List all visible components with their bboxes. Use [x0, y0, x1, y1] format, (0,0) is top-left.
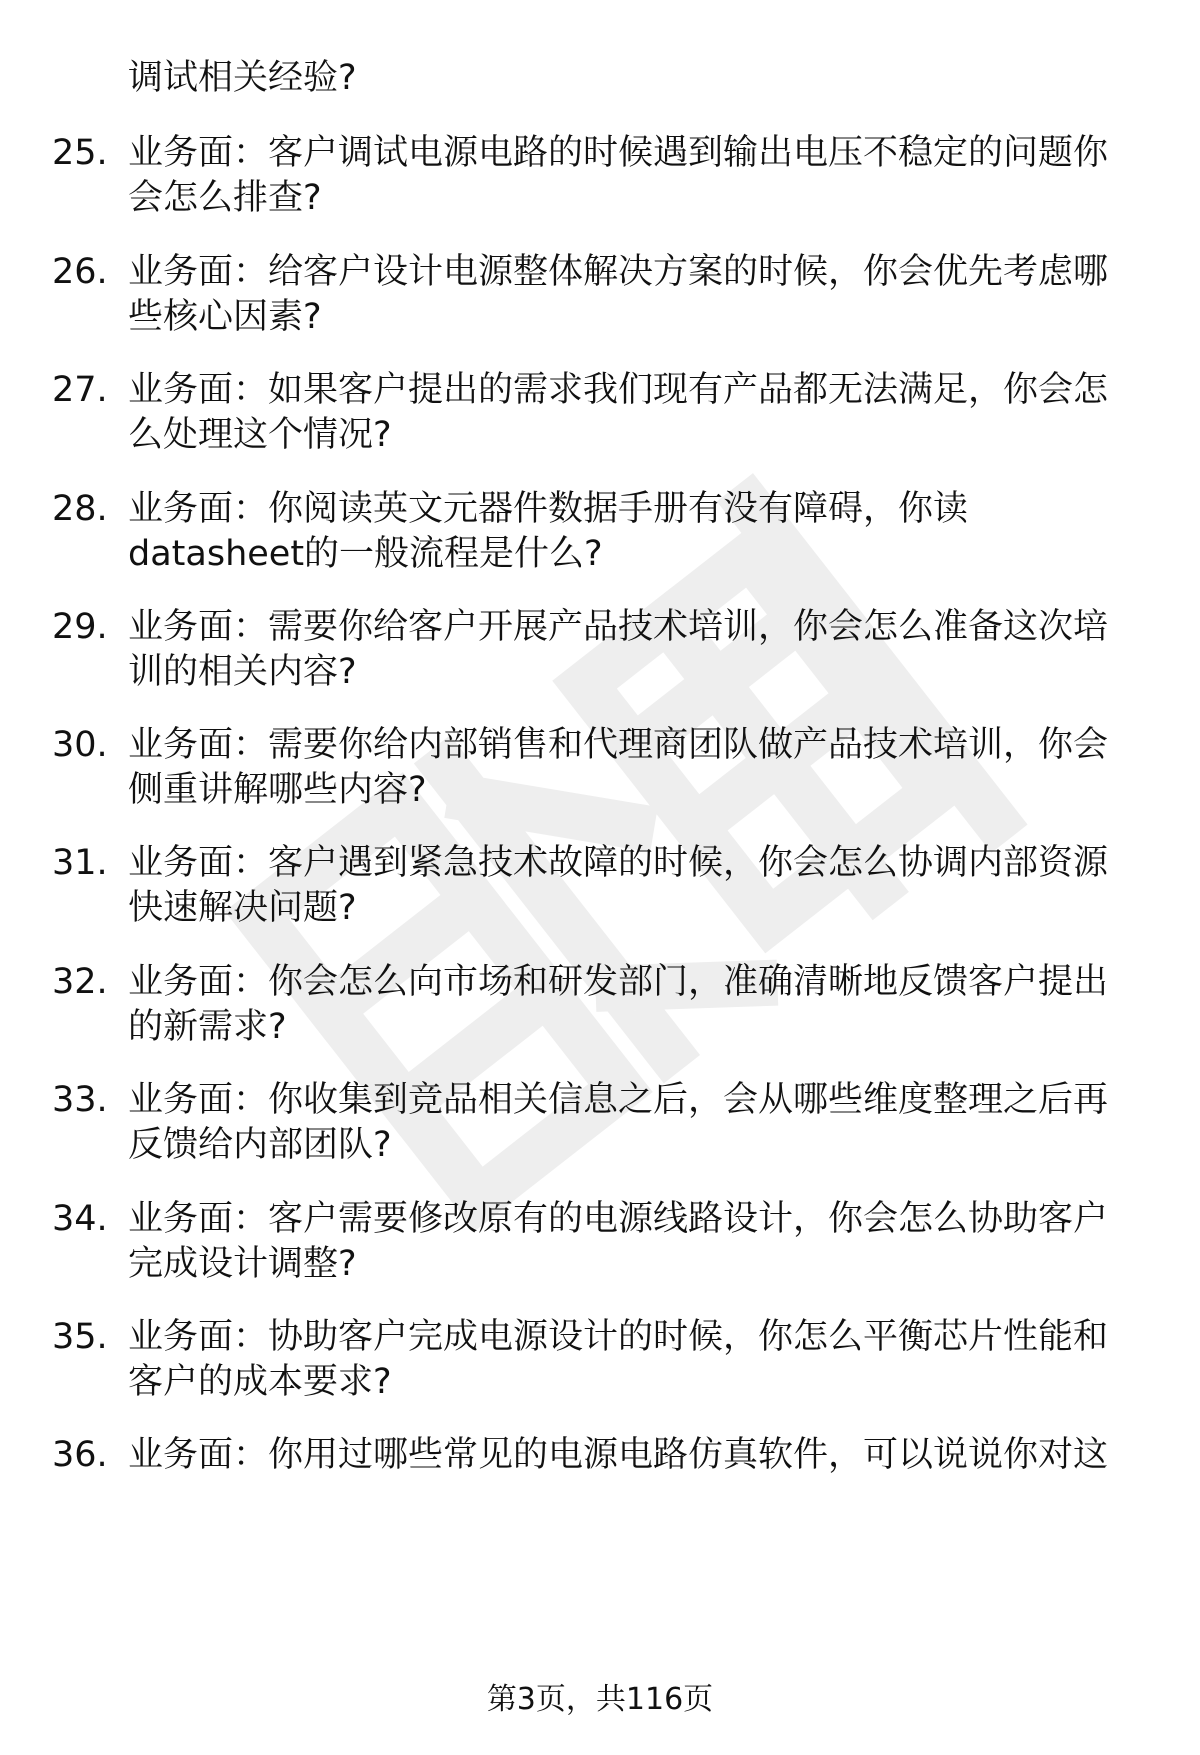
- question-text-line2: 的新需求?: [128, 1007, 287, 1047]
- page-footer: 第3页，共116页: [486, 1682, 714, 1717]
- question-number: 35.: [52, 1317, 108, 1357]
- question-text-line2: 反馈给内部团队?: [128, 1125, 392, 1165]
- question-text-line1: 业务面：客户需要修改原有的电源线路设计，你会怎么协助客户: [128, 1199, 1109, 1239]
- question-text-line2: 完成设计调整?: [128, 1244, 357, 1284]
- question-text-line1: 业务面：你会怎么向市场和研发部门，准确清晰地反馈客户提出: [128, 962, 1109, 1002]
- question-text-line2: 客户的成本要求?: [128, 1362, 392, 1402]
- question-number: 26.: [52, 252, 108, 292]
- question-text-line2: 训的相关内容?: [128, 652, 357, 692]
- question-number: 32.: [52, 962, 108, 1002]
- question-text-line1: 业务面：需要你给内部销售和代理商团队做产品技术培训，你会: [128, 725, 1109, 765]
- question-number: 27.: [52, 370, 108, 410]
- question-number: 34.: [52, 1199, 108, 1239]
- continuation-text: 调试相关经验?: [128, 58, 357, 98]
- question-text-line2: 侧重讲解哪些内容?: [128, 770, 427, 810]
- question-text-line1: 业务面：如果客户提出的需求我们现有产品都无法满足，你会怎: [128, 370, 1109, 410]
- question-text-line1: 业务面：需要你给客户开展产品技术培训，你会怎么准备这次培: [128, 607, 1109, 647]
- question-number: 28.: [52, 489, 108, 529]
- question-text-line2: 快速解决问题?: [128, 888, 357, 928]
- question-text-line2: 会怎么排查?: [128, 178, 322, 218]
- question-number: 33.: [52, 1080, 108, 1120]
- question-number: 30.: [52, 725, 108, 765]
- question-text-line2: 么处理这个情况?: [128, 415, 392, 455]
- question-text-line2: 些核心因素?: [128, 297, 322, 337]
- question-text-line1: 业务面：你阅读英文元器件数据手册有没有障碍，你读: [128, 489, 969, 529]
- question-text-line1: 业务面：你收集到竞品相关信息之后，会从哪些维度整理之后再: [128, 1080, 1109, 1120]
- question-text-line1: 业务面：协助客户完成电源设计的时候，你怎么平衡芯片性能和: [128, 1317, 1109, 1357]
- question-text-line1: 业务面：给客户设计电源整体解决方案的时候，你会优先考虑哪: [128, 252, 1109, 292]
- question-text-line1: 业务面：客户遇到紧急技术故障的时候，你会怎么协调内部资源: [128, 843, 1109, 883]
- question-number: 29.: [52, 607, 108, 647]
- question-number: 31.: [52, 843, 108, 883]
- question-text-line1: 业务面：你用过哪些常见的电源电路仿真软件，可以说说你对这: [128, 1435, 1109, 1475]
- question-number: 36.: [52, 1435, 108, 1475]
- question-text-line2: datasheet的一般流程是什么?: [128, 534, 603, 574]
- question-text-line1: 业务面：客户调试电源电路的时候遇到输出电压不稳定的问题你: [128, 133, 1109, 173]
- question-number: 25.: [52, 133, 108, 173]
